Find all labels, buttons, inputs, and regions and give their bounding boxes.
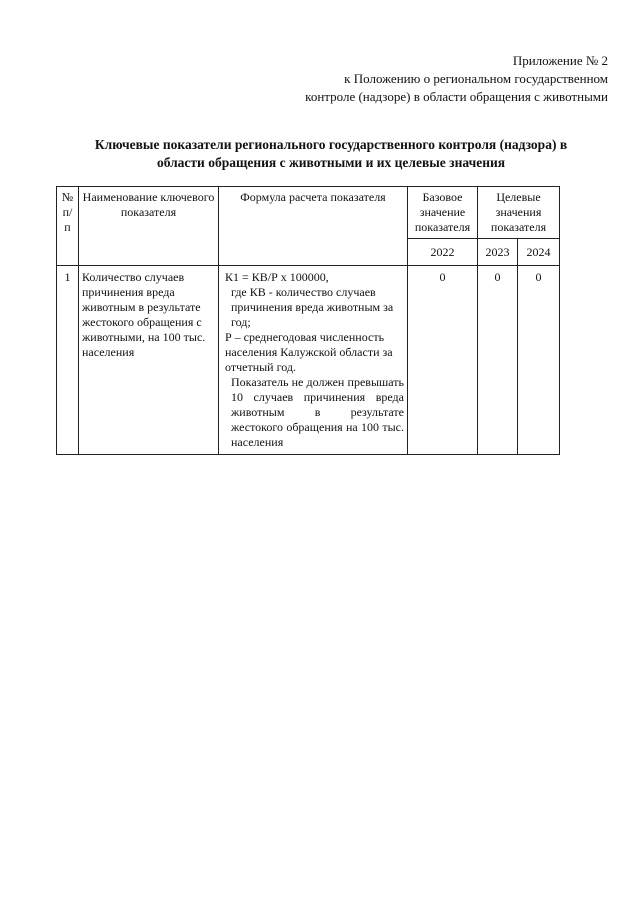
formula-cell [219, 266, 408, 455]
header-target-values: Целевые значения показателя [478, 187, 560, 239]
header-base-value: Базовое значение показателя [408, 187, 478, 239]
document-title [56, 136, 606, 172]
row-number: 1 [57, 266, 79, 455]
formula-expression: К1 = КВ/Р х 100000, [225, 270, 329, 284]
title-line-2: области обращения с животными и их целевые значения [156, 155, 506, 170]
target-value-2023: 0 [478, 266, 518, 455]
formula-threshold-note: Показатель не должен превышать 10 случаев причинения вреда животным в результате жестокого обращения на 100 тыс. населения [231, 375, 404, 449]
target-value-2024: 0 [518, 266, 560, 455]
header-indicator-name: Наименование ключевого показателя [79, 187, 219, 266]
kpi-table [56, 186, 560, 455]
year-target-1: 2023 [478, 239, 518, 266]
header-number: № п/п [57, 187, 79, 266]
base-value: 0 [408, 266, 478, 455]
appendix-reference-line-1: к Положению о региональном государственном [344, 71, 608, 86]
year-base: 2022 [408, 239, 478, 266]
appendix-number: Приложение № 2 [512, 53, 608, 68]
header-formula: Формула расчета показателя [219, 187, 408, 266]
title-line-1: Ключевые показатели регионального государственного контроля (надзора) в [94, 137, 568, 152]
table-row [57, 266, 560, 455]
formula-kv-definition: где КВ - количество случаев причинения вреда животным за год; [231, 285, 394, 329]
year-target-2: 2024 [518, 239, 560, 266]
table-header-row [57, 187, 560, 239]
formula-p-definition: Р – среднегодовая численность населения Калужской области за отчетный год. [225, 330, 393, 374]
appendix-reference-line-2: контроле (надзоре) в области обращения с животными [305, 89, 608, 104]
indicator-name: Количество случаев причинения вреда животным в результате жестокого обращения с животными, на 100 тыс. населения [79, 266, 219, 455]
appendix-header [188, 52, 608, 106]
